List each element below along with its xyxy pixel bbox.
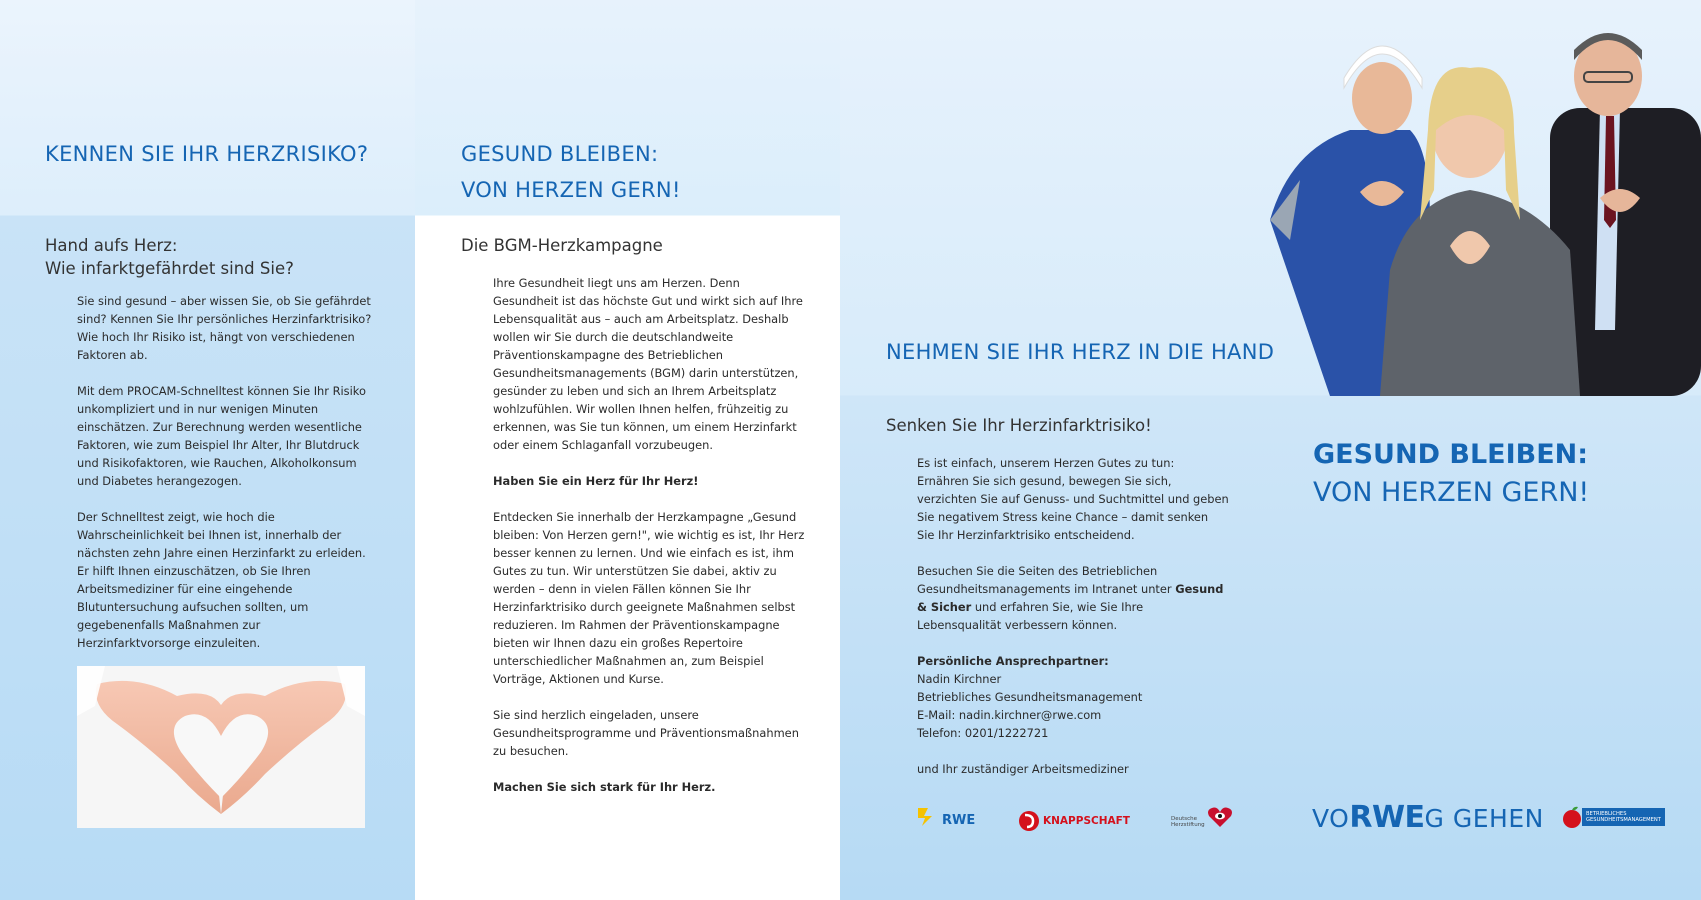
heart-hands-illustration bbox=[77, 666, 365, 828]
bgm-label-line1: BETRIEBLICHES bbox=[1586, 811, 1627, 817]
left-subheading-line1: Hand aufs Herz: bbox=[45, 236, 178, 255]
middle-heading-line1: GESUND BLEIBEN: bbox=[461, 142, 659, 166]
left-body bbox=[77, 292, 377, 706]
left-heading: KENNEN SIE IHR HERZRISIKO? bbox=[45, 142, 369, 166]
rwe-logo-text: RWE bbox=[942, 812, 976, 828]
middle-heading bbox=[461, 136, 681, 208]
left-subheading-line2: Wie infarktgefährdet sind Sie? bbox=[45, 259, 294, 278]
middle-paragraph: Entdecken Sie innerhalb der Herzkampagne „Gesund bleiben: Von Herzen gern!", wie wichtig es ist, Ihr Herz besser kennen zu lernen. Und wie einfach es ist, ihm Gutes zu tun. Wir unterstützen Sie dabei, aktiv zu werden – denn in vielen Fällen können Sie Ihr Herzinfarktrisiko durch geeignete Maßnahmen selbst reduzieren. Im Rahmen der Präventionskampagne bieten wir Ihnen dazu ein großes Repertoire unterschiedlicher Maßnahmen an, zum Beispiel Vorträge, Aktionen und Kurse. bbox=[493, 510, 805, 686]
right-heading: NEHMEN SIE IHR HERZ IN DIE HAND bbox=[886, 340, 1275, 364]
cover-title bbox=[1313, 436, 1589, 512]
intranet-text-post: und erfahren Sie, wie Sie Ihre Lebensqualität verbessern können. bbox=[917, 600, 1144, 632]
herzstiftung-logo bbox=[1171, 806, 1233, 828]
intranet-text-pre: Besuchen Sie die Seiten des Betrieblichen Gesundheitsmanagements im Intranet unter bbox=[917, 564, 1176, 596]
contact-label: Persönliche Ansprechpartner: bbox=[917, 654, 1109, 668]
slogan-suffix: G GEHEN bbox=[1424, 804, 1544, 833]
middle-panel bbox=[415, 0, 840, 900]
contact-name: Nadin Kirchner bbox=[917, 672, 1002, 686]
right-subheading: Senken Sie Ihr Herzinfarktrisiko! bbox=[886, 416, 1152, 435]
bgm-label-line2: GESUNDHEITSMANAGEMENT bbox=[1586, 817, 1661, 823]
left-paragraph: Mit dem PROCAM-Schnelltest können Sie Ihr Risiko unkompliziert und in nur wenigen Minuten einschätzen. Zur Berechnung werden wesentliche Faktoren, wie zum Beispiel Ihr Alter, Ihr Blutdruck und Risikofaktoren, wie Rauchen, Alkoholkonsum und Diabetes herangezogen. bbox=[77, 384, 366, 488]
knappschaft-logo bbox=[1018, 810, 1130, 832]
cover-title-line2: VON HERZEN GERN! bbox=[1313, 477, 1590, 508]
right-paragraph: Es ist einfach, unserem Herzen Gutes zu tun: Ernähren Sie sich gesund, bewegen Sie sich, verzichten Sie auf Genuss- und Suchtmittel und geben Sie negativem Stress keine Chance – damit senken Sie Ihr Herzinfarktrisiko entscheidend. bbox=[917, 456, 1229, 542]
left-paragraph: Der Schnelltest zeigt, wie hoch die Wahrscheinlichkeit bei Ihnen ist, innerhalb der nächsten zehn Jahre einen Herzinfarkt zu erleiden. Er hilft Ihnen einzuschätzen, ob Sie Ihren Arbeitsmediziner für eine eingehende Blutuntersuchung aufsuchen sollten, um gegebenenfalls Maßnahmen zur Herzinfarktvorsorge einzuleiten. bbox=[77, 510, 366, 650]
right-body bbox=[917, 454, 1229, 796]
middle-subheading: Die BGM-Herzkampagne bbox=[461, 236, 663, 255]
middle-paragraph: Sie sind herzlich eingeladen, unsere Gesundheitsprogramme und Präventionsmaßnahmen zu besuchen. bbox=[493, 708, 799, 758]
gesund-sicher-link: Gesund & Sicher bbox=[917, 582, 1224, 614]
rwe-flag-icon bbox=[916, 806, 938, 828]
contact-email: E-Mail: nadin.kirchner@rwe.com bbox=[917, 708, 1102, 722]
left-panel bbox=[0, 0, 415, 900]
contact-extra: und Ihr zuständiger Arbeitsmediziner bbox=[917, 762, 1129, 776]
middle-body bbox=[493, 274, 805, 814]
herzstiftung-text-line2: Herzstiftung bbox=[1171, 822, 1205, 828]
cover-title-line1: GESUND BLEIBEN: bbox=[1313, 439, 1589, 470]
team-heart-photo bbox=[1270, 20, 1701, 396]
middle-closing: Machen Sie sich stark für Ihr Herz. bbox=[493, 780, 716, 794]
middle-paragraph: Ihre Gesundheit liegt uns am Herzen. Denn Gesundheit ist das höchste Gut und wirkt sich auf Ihre Lebensqualität aus – auch am Arbeitsplatz. Deshalb wollen wir Sie durch die deutschlandweite Präventionskampagne des Betrieblichen Gesundheitsmanagements (BGM) darin unterstützen, gesünder zu leben und sich an Ihrem Arbeitsplatz wohlzufühlen. Wir wollen Ihnen helfen, frühzeitig zu erkennen, was Sie tun können, um einem Herzinfarkt oder einem Schlaganfall vorzubeugen. bbox=[493, 276, 803, 452]
heart-hands-photo bbox=[77, 666, 365, 828]
slogan-rwe: RWE bbox=[1349, 800, 1425, 835]
bgm-logo bbox=[1560, 805, 1665, 829]
rwe-logo bbox=[916, 806, 975, 828]
middle-heading-line2: VON HERZEN GERN! bbox=[461, 178, 681, 202]
knappschaft-logo-text: KNAPPSCHAFT bbox=[1043, 815, 1130, 827]
right-paragraph-intranet bbox=[917, 562, 1229, 634]
contact-department: Betriebliches Gesundheitsmanagement bbox=[917, 690, 1143, 704]
herzstiftung-text-line1: Deutsche bbox=[1171, 816, 1198, 822]
bgm-label bbox=[1582, 808, 1665, 826]
contact-block bbox=[917, 652, 1229, 742]
slogan-prefix: VO bbox=[1312, 804, 1350, 833]
left-paragraph: Sie sind gesund – aber wissen Sie, ob Sie gefährdet sind? Kennen Sie Ihr persönliches Herzinfarktrisiko? Wie hoch Ihr Risiko ist, hängt von verschiedenen Faktoren ab. bbox=[77, 294, 372, 362]
heart-icon bbox=[1207, 806, 1233, 828]
contact-phone: Telefon: 0201/1222721 bbox=[917, 726, 1049, 740]
apple-icon bbox=[1560, 805, 1584, 829]
team-illustration bbox=[1270, 20, 1701, 396]
left-subheading bbox=[45, 234, 294, 280]
knappschaft-emblem-icon bbox=[1018, 810, 1040, 832]
herzstiftung-text bbox=[1171, 816, 1205, 828]
vorweg-gehen-slogan bbox=[1312, 800, 1544, 840]
middle-question: Haben Sie ein Herz für Ihr Herz! bbox=[493, 474, 699, 488]
